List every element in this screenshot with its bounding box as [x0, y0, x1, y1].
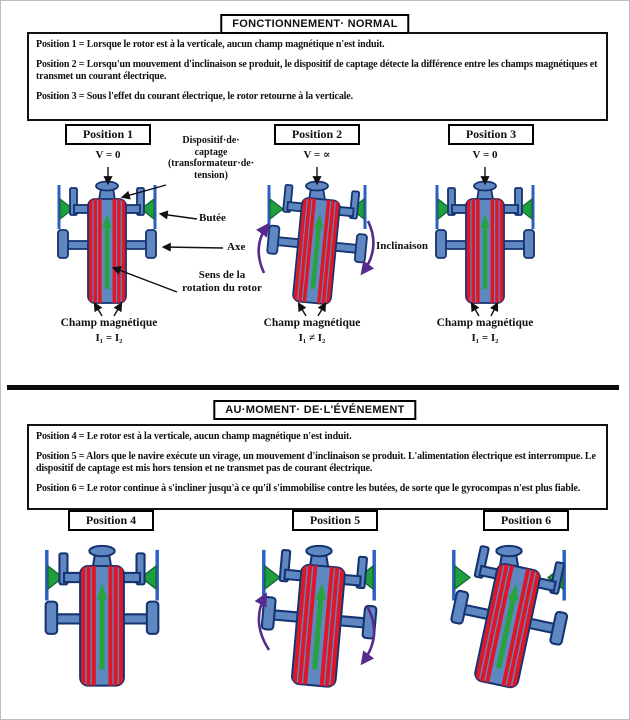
champ-arrow-2a — [299, 304, 306, 316]
magnetic-field-label-pos3: Champ magnétique — [436, 317, 534, 329]
section-title-normal-operation: FONCTIONNEMENT· NORMAL — [220, 14, 409, 34]
position-3-label: Position 3 — [448, 124, 534, 145]
section-title-event-moment: AU·MOMENT· DE·L'ÉVÉNEMENT — [213, 400, 416, 420]
pickup-cap — [474, 182, 496, 201]
rotor-body — [263, 184, 372, 308]
bottom-description-box — [27, 424, 608, 510]
rotor-body — [58, 188, 156, 303]
pickup-device-label: Dispositif·de· captage (transformateur·de· tension) — [167, 135, 255, 181]
position-5-label: Position 5 — [292, 510, 378, 531]
rotor-body — [46, 553, 159, 685]
rotor-body — [440, 543, 578, 696]
desc-position-1: Position 1 = Lorsque le rotor est à la verticale, aucun champ magnétique n'est induit. — [36, 39, 385, 50]
desc-position-4: Position 4 = Le rotor est à la verticale, aucun champ magnétique n'est induit. — [36, 431, 352, 442]
left-stop — [264, 550, 280, 601]
rotor-spin-direction-label: Sens de la rotation du rotor — [182, 269, 262, 294]
pickup-cap — [306, 546, 331, 567]
position-4-label: Position 4 — [68, 510, 154, 531]
champ-arrow-3b — [491, 304, 497, 316]
axe-pointer-arrow — [164, 247, 223, 248]
rotor-diagram-position-2 — [263, 182, 372, 308]
magnetic-field-label-pos1: Champ magnétique — [60, 317, 158, 329]
inclinaison-label: Inclinaison — [376, 240, 428, 252]
magnetic-field-label-pos2: Champ magnétique — [263, 317, 361, 329]
rotor-body — [257, 549, 381, 691]
desc-position-3: Position 3 = Sous l'effet du courant électrique, le rotor retourne à la verticale. — [36, 90, 353, 102]
rotor-diagram-position-1 — [58, 182, 156, 304]
champ-arrow-3a — [472, 304, 479, 316]
position-6-label: Position 6 — [483, 510, 569, 531]
position-1-label: Position 1 — [65, 124, 151, 145]
voltage-label-pos1: V = 0 — [95, 149, 121, 161]
pickup-cap — [89, 546, 114, 567]
desc-position-2: Position 2 = Lorsqu'un mouvement d'inclinaison se produit, le dispositif de captage détecte la différence entre les champs magnétiques et transmet un courant électrique. — [36, 58, 598, 82]
current-equation-pos1: I₁ = I₂ — [95, 332, 123, 344]
current-equation-pos2: I₁ ≠ I₂ — [298, 332, 326, 344]
left-stop — [269, 185, 283, 229]
rotor-diagram-position-4 — [46, 546, 159, 686]
champ-arrow-2b — [318, 304, 325, 316]
position-2-label: Position 2 — [274, 124, 360, 145]
rotor-diagram-position-6 — [440, 543, 578, 696]
butee-label: Butée — [199, 212, 226, 224]
top-description-box — [27, 32, 608, 121]
rotor-diagram-position-5 — [257, 546, 381, 690]
current-equation-pos3: I₁ = I₂ — [471, 332, 499, 344]
butee-pointer-arrow — [161, 214, 197, 219]
section-divider — [7, 385, 619, 390]
champ-arrow-1b — [114, 304, 121, 316]
voltage-label-pos2: V = ∝ — [303, 149, 331, 161]
voltage-label-pos3: V = 0 — [472, 149, 498, 161]
axe-label: Axe — [227, 241, 246, 253]
champ-arrow-1a — [95, 304, 102, 316]
pickup-cap — [96, 182, 118, 201]
desc-position-6: Position 6 = Le rotor continue à s'incliner jusqu'à ce qu'il s'immobilise contre les butées, de sorte que le gyrocompas n'est plus fiable. — [36, 482, 581, 494]
desc-position-5: Position 5 = Alors que le navire exécute un virage, un mouvement d'inclinaison se produit. L'alimentation électrique est interrompue. Le dispositif de captage est mis hors tension et ne transmet pas de courant électrique. — [36, 450, 596, 474]
